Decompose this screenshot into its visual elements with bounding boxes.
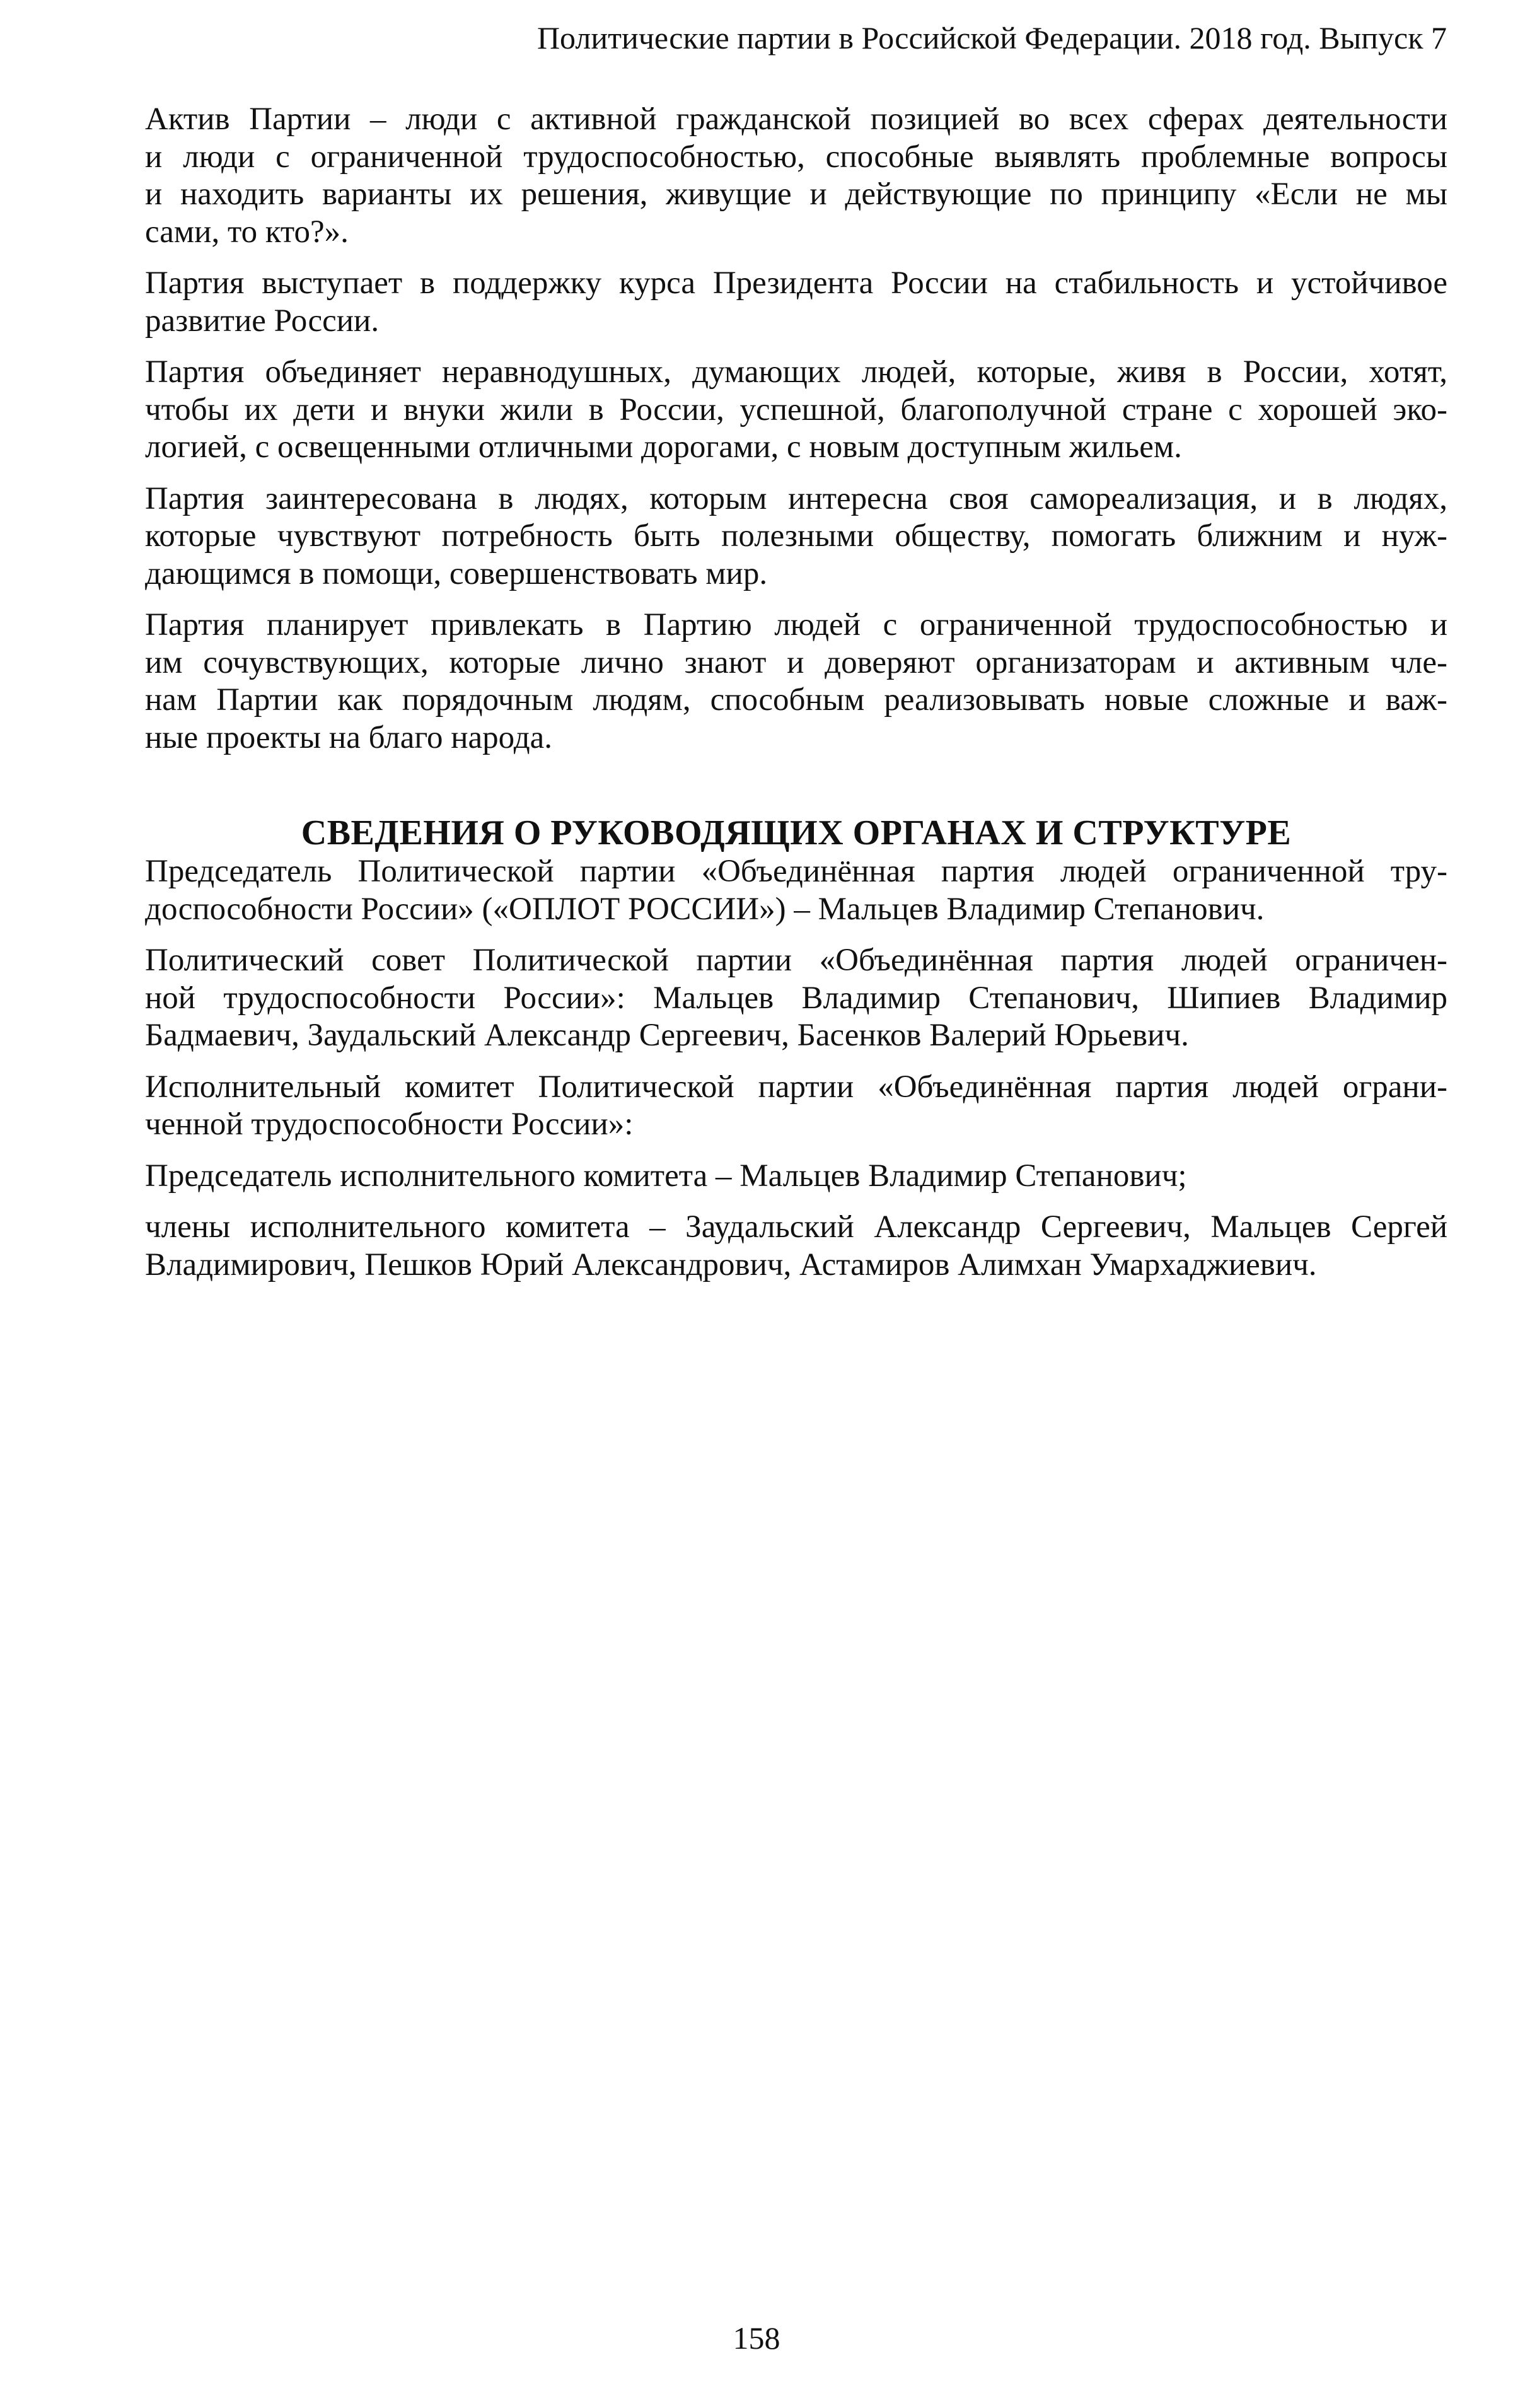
paragraph [145, 480, 1447, 593]
text-line: Актив Партии – люди с активной гражданской позицией во всех сферах деятельности [145, 102, 1447, 137]
text-line: и находить варианты их решения, живущие и действующие по принципу «Если не мы [145, 177, 1447, 212]
text-line: Партия объединяет неравнодушных, думающих людей, которые, живя в России, хотят, [145, 354, 1447, 390]
text-line: Бадмаевич, Заудальский Александр Сергеевич, Басенков Валерий Юрьевич. [145, 1018, 1189, 1053]
text-line: чтобы их дети и внуки жили в России, успешной, благополучной стране с хорошей эко- [145, 392, 1447, 428]
text-line: и люди с ограниченной трудоспособностью, способные выявлять проблемные вопросы [145, 139, 1447, 175]
governing-bodies-section [145, 853, 1447, 1284]
text-line: доспособности России» («ОПЛОТ РОССИИ») – Мальцев Владимир Степанович. [145, 891, 1265, 927]
text-line: дающимся в помощи, совершенствовать мир. [145, 555, 768, 591]
paragraph [145, 1158, 1447, 1195]
text-line: им сочувствующих, которые лично знают и доверяют организаторам и активным чле- [145, 644, 1447, 680]
paragraph [145, 101, 1447, 251]
text-line: Партия выступает в поддержку курса Президента России на стабильность и устойчивое [145, 265, 1447, 301]
text-line: Владимирович, Пешков Юрий Александрович, Астамиров Алимхан Умархаджиевич. [145, 1247, 1317, 1283]
running-header: Политические партии в Российской Федерации. 2018 год. Выпуск 7 [536, 20, 1447, 55]
text-line: ные проекты на благо народа. [145, 719, 553, 755]
text-line: Исполнительный комитет Политической партии «Объединённая партия людей ограни- [145, 1069, 1447, 1105]
text-line: логией, с освещенными отличными дорогами, с новым доступным жильем. [145, 429, 1182, 465]
text-line: Политический совет Политической партии «Объединённая партия людей ограничен- [145, 943, 1447, 978]
text-line: Партия планирует привлекать в Партию людей с ограниченной трудоспособностью и [145, 607, 1447, 643]
text-line: члены исполнительного комитета – Заудальский Александр Сергеевич, Мальцев Сергей [145, 1209, 1447, 1245]
paragraph [145, 1069, 1447, 1144]
text-line: Партия заинтересована в людях, которым интересна своя самореализация, и в людях, [145, 480, 1447, 516]
paragraph [145, 265, 1447, 340]
text-line: которые чувствуют потребность быть полезными обществу, помогать ближним и нуж- [145, 518, 1447, 554]
paragraph [145, 354, 1447, 467]
text-line: ной трудоспособности России»: Мальцев Владимир Степанович, Шипиев Владимир [145, 980, 1447, 1016]
paragraph [145, 853, 1447, 928]
text-line: нам Партии как порядочным людям, способным реализовывать новые сложные и важ- [145, 682, 1447, 718]
text-line: сами, то кто?». [145, 214, 349, 250]
text-line: Председатель Политической партии «Объединённая партия людей ограниченной тру- [145, 854, 1447, 889]
page-content [145, 101, 1447, 1284]
paragraph [145, 942, 1447, 1055]
text-line: развитие России. [145, 303, 380, 339]
party-description-section [145, 101, 1447, 757]
paragraph [145, 607, 1447, 757]
text-line: ченной трудоспособности России»: [145, 1107, 634, 1142]
paragraph [145, 1209, 1447, 1284]
section-heading: СВЕДЕНИЯ О РУКОВОДЯЩИХ ОРГАНАХ И СТРУКТУРЕ [301, 813, 1292, 852]
page-number: 158 [733, 2320, 780, 2356]
text-line: Председатель исполнительного комитета – Мальцев Владимир Степанович; [145, 1158, 1187, 1194]
